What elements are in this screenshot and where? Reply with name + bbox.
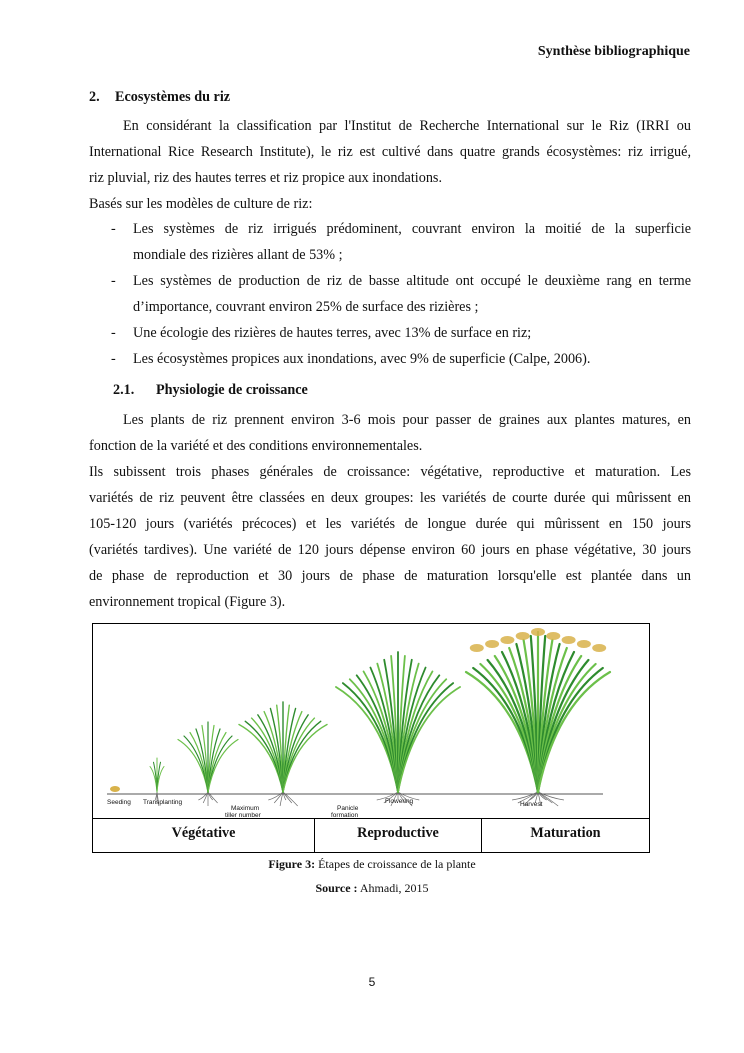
source-label: Source : <box>315 881 358 895</box>
paragraph-line: de phase de reproduction et 30 jours de phase de maturation lorsqu'elle est plantée dans un <box>89 568 691 584</box>
subsection-heading <box>113 382 308 399</box>
section-title: Ecosystèmes du riz <box>115 89 231 105</box>
plant-early-tillering <box>178 722 238 806</box>
paragraph-line: Ils subissent trois phases générales de croissance: végétative, reproductive et maturation. Les <box>89 464 691 480</box>
paragraph-line: Les plants de riz prennent environ 3-6 mois pour passer de graines aux plantes matures, en <box>123 412 691 428</box>
label-tiller-number: tiller number <box>225 812 261 818</box>
bullet-item <box>111 268 691 320</box>
bullet-item <box>111 216 691 268</box>
paragraph-line: variétés de riz peuvent être classées en deux groupes: les variétés de courte durée qui mûrissent en <box>89 490 691 506</box>
rice-growth-illustration <box>93 624 649 818</box>
plant-panicle-formation <box>336 652 460 806</box>
bullet-dash: - <box>111 325 116 341</box>
label-panicle: Panicle <box>337 805 359 812</box>
figure-caption <box>0 857 744 872</box>
label-harvest: Harvest <box>520 801 543 808</box>
label-formation: formation <box>331 812 359 818</box>
bullet-line: Les systèmes de riz irrigués prédominent, couvrant environ la moitié de la superficie <box>133 221 691 237</box>
section-heading <box>89 89 230 106</box>
paragraph-line: International Rice Research Institute), le riz est cultivé dans quatre grands écosystèmes: riz irrigué, <box>89 144 691 160</box>
section-paragraph <box>89 113 691 217</box>
label-transplanting: Transplanting <box>143 799 183 806</box>
label-seeding: Seeding <box>107 799 131 806</box>
label-flowering: Flowering <box>385 798 414 805</box>
paragraph-line: environnement tropical (Figure 3). <box>89 594 286 610</box>
bullet-item <box>111 346 691 372</box>
paragraph-line: riz pluvial, riz des hautes terres et riz propice aux inondations. <box>89 170 442 186</box>
bullet-line: Une écologie des rizières de hautes terres, avec 13% de surface en riz; <box>133 325 532 341</box>
running-header: Synthèse bibliographique <box>537 44 690 59</box>
figure-source <box>0 881 744 896</box>
phase-maturation: Maturation <box>530 825 601 841</box>
paragraph-line: En considérant la classification par l'Institut de Recherche International sur le Riz (IRRI ou <box>123 118 691 134</box>
subsection-number: 2.1. <box>113 382 135 398</box>
caption-label: Figure 3: <box>268 857 316 871</box>
subsection-paragraph <box>89 407 691 615</box>
paragraph-line: Basés sur les modèles de culture de riz: <box>89 196 313 212</box>
phase-reproductive: Reproductive <box>315 819 482 853</box>
subsection-title: Physiologie de croissance <box>156 382 308 398</box>
seed-grain <box>110 786 120 792</box>
plant-harvest <box>466 628 610 806</box>
paragraph-line: (variétés tardives). Une variété de 120 jours dépense environ 60 jours en phase végétative, 30 jours <box>89 542 691 558</box>
label-maximum: Maximum <box>231 805 260 812</box>
plant-maximum-tiller <box>239 702 327 806</box>
bullet-line: Les écosystèmes propices aux inondations, avec 9% de superficie (Calpe, 2006). <box>133 351 591 367</box>
bullet-dash: - <box>111 351 116 367</box>
bullet-dash: - <box>111 273 116 289</box>
bullet-line: mondiale des rizières allant de 53% ; <box>133 247 343 263</box>
bullet-item <box>111 320 691 346</box>
source-text: Ahmadi, 2015 <box>357 881 429 895</box>
caption-text: Étapes de croissance de la plante <box>315 857 476 871</box>
bullet-line: d’importance, couvrant environ 25% de surface des rizières ; <box>133 299 479 315</box>
page-number: 5 <box>368 975 376 989</box>
bullet-line: Les systèmes de production de riz de basse altitude ont occupé le deuxième rang en terme <box>133 273 691 289</box>
paragraph-line: fonction de la variété et des conditions environnementales. <box>89 438 423 454</box>
phase-table <box>93 818 649 853</box>
paragraph-line: 105-120 jours (variétés précoces) et les variétés de longue durée qui mûrissent en 150 jours <box>89 516 691 532</box>
bullet-dash: - <box>111 221 116 237</box>
phase-vegetative: Végétative <box>93 819 315 853</box>
section-number: 2. <box>89 89 100 105</box>
growth-stages-figure <box>92 623 650 853</box>
